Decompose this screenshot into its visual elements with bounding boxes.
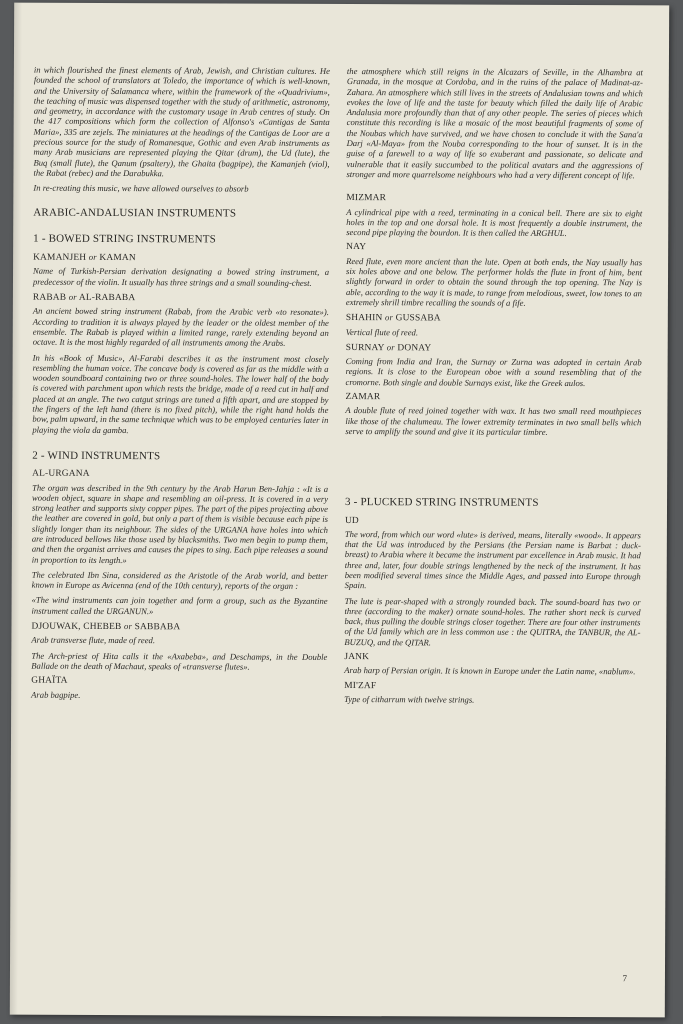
section-plucked-strings-title: 3 - PLUCKED STRING INSTRUMENTS <box>345 496 539 510</box>
alurgana-text-1: The organ was described in the 9th century by the Arab Harun Ben-Jahja : «It is a wooden object, square in shape and resembling an oil-press. It is covered in a very strong leather and supports sixty copper pipes. The part of the pipes projecting above the leather are covered in gold, but only a part of them is visible because each pipe is slightly longer than its neighbour. The sides of the URGANA have holes into which are introduced bellows like those used by blacksmiths. Two men begin to pump them, and then the organist arrives and causes the pipes to sing. Each pipe releases a sound in proportion to its length.» <box>31 482 329 565</box>
alurgana-text-3: «The wind instruments can join together and form a group, such as the Byzantine instrument called the URGANUN.» <box>31 595 328 616</box>
heading-ghaita: GHAÏTA <box>31 675 68 687</box>
heading-jank: JANK <box>344 652 370 663</box>
kamanjeh-text: Name of Turkish-Persian derivation designating a bowed string instrument, a predecessor of the violin. It usually has three strings and a small sounding-chest. <box>32 266 330 288</box>
surnay-text: Coming from India and Iran, the Surnay or Zurna was adopted in certain Arab regions. It is close to the European oboe with a sound resembling that of the cromorne. Both single and double Surnays exist, like the Greek aulos. <box>345 356 642 388</box>
heading-djouwak: DJOUWAK, CHEBEB or SABBABA <box>31 621 181 633</box>
heading-kamanjeh: KAMANJEH or KAMAN <box>33 252 136 264</box>
section-bowed-strings-title: 1 - BOWED STRING INSTRUMENTS <box>33 232 217 246</box>
ghaita-text: Arab bagpipe. <box>31 689 81 700</box>
column-gap <box>345 441 641 482</box>
heading-mizmar: MIZMAR <box>346 193 387 204</box>
shahin-text: Vertical flute of reed. <box>345 326 419 337</box>
left-column <box>31 65 330 706</box>
mizaf-text: Type of citharrum with twelve strings. <box>344 693 475 705</box>
nay-text: Reed flute, even more ancient than the lute. Open at both ends, the Nay usually has six holes above and one below. The performer holds the flute in front of him, bent slightly forward in order to obtain the sound through the top opening. The Nay is able, according to the way it is made, to range from melodious, sweet, low tones to an extremely shrill timbre recalling the sounds of a fife. <box>345 255 643 308</box>
rabab-text-1: An ancient bowed string instrument (Rabab, from the Arabic verb «to resonate»). According to tradition it is always played by the leader or the oldest member of the ensemble. The Rabab is played within a limited range, rarely extending beyond an octave. It is the most highly regarded of all instruments among the Arabs. <box>32 306 329 348</box>
alurgana-text-2: The celebrated Ibn Sina, considered as the Aristotle of the Arab world, and better known in Europe as Avicenna (end of the 10th century), reports of the organ : <box>31 569 328 591</box>
heading-mizaf: MI'ZAF <box>344 680 377 691</box>
ud-text-1: The word, from which our word «lute» is derived, means, literally «wood». It appears that the Ud was introduced by the Persians (the Persian name is Barbat : duck-breast) to Arabia where it became the instrument par excellence in Arab music. It had three and, later, four double strings lengthened by the neck of the instrument. It has been modified several times since the Middle Ages, and passed into Europe through Spain. <box>344 528 641 591</box>
page-number: 7 <box>622 973 627 984</box>
ud-text-2: The lute is pear-shaped with a strongly rounded back. The sound-board has two or three (according to the maker) ornate sound-holes. The rather short neck is curved back, thus pulling the double strings closer together. There are four other instruments of the Ud family which are in less common use : the QUITRA, the TANBUR, the AL-BUZUQ, and the QITAR. <box>344 595 641 648</box>
section-wind-title: 2 - WIND INSTRUMENTS <box>32 449 161 463</box>
zamar-text: A double flute of reed joined together with wax. It has two small reed mouthpieces like those of the chalumeau. The lower extremity terminates in two small bells which serve to amplify the sound and give it its particular timbre. <box>345 405 642 437</box>
heading-rabab: RABAB or AL-RABABA <box>32 291 136 304</box>
mizmar-text: A cylindrical pipe with a reed, terminating in a conical bell. There are six to eight holes in the top and one dorsal hole. It is most frequently a double instrument, the second pipe playing the bourdon. It is then called the ARGHUL. <box>346 206 643 239</box>
djouwak-text-1: Arab transverse flute, made of reed. <box>31 635 156 646</box>
intro-paragraph-end: In re-creating this music, we have allowed ourselves to absorb <box>33 182 249 194</box>
heading-nay: NAY <box>346 242 367 253</box>
binding-shadow <box>10 3 22 1015</box>
djouwak-text-2: The Arch-priest of Hita calls it the «Axabeba», and Deschamps, in the Double Ballade on the death of Machaut, speaks of «transverse flutes». <box>31 650 328 672</box>
right-column <box>344 66 643 711</box>
heading-alurgana: AL-URGANA <box>32 468 90 480</box>
main-title: ARABIC-ANDALUSIAN INSTRUMENTS <box>33 206 237 220</box>
heading-shahin: SHAHIN or GUSSABA <box>345 312 441 324</box>
heading-zamar: ZAMAR <box>345 392 381 403</box>
jank-text: Arab harp of Persian origin. It is known in Europe under the Latin name, «nablum». <box>344 665 636 677</box>
rabab-text-2: In his «Book of Music», Al-Farabi describes it as the instrument most closely resembling the human voice. The concave body is covered as far as the middle with a wooden soundboard containing two or three sound-holes. The lower half of the body is covered with parchment upon which rests the bridge, made of a reed cut in half and placed at an angle. The two catgut strings are tuned a fifth apart, and are stopped by the fingers of the left hand (there is no fixed pitch), while the right hand holds the bow, palm upward, in the same technique which was to be employed centuries later in playing the viola da gamba. <box>32 352 329 435</box>
right-intro-paragraph: the atmosphere which still reigns in the Alcazars of Seville, in the Alhambra at Granada, in the mosque at Cordoba, and in the ruins of the palace of Madinat-az-Zahara. An atmosphere which still lives in the streets of Andalusian towns and which evokes the love of life and the taste for beauty which filled the daily life of Arabic Andalusia more profoundly than that of any other people. The series of pieces which constitute this recording is like a mosaic of the most beautiful fragments of some of the Noubas which have survived, and we have chosen to conclude it with the Sana'a Darj «Al-Maya» from the Nouba corresponding to the hour of sunset. It is in the guise of a farewell to a way of life so exuberant and passionate, so delicate and vulnerable that it easily succumbed to the political avatars and the aggressions of stronger and more quarrelsome neighbours who had a very different concept of life. <box>346 66 643 181</box>
booklet-page <box>10 3 669 1018</box>
heading-ud: UD <box>344 515 359 526</box>
heading-surnay: SURNAY or DONAY <box>345 342 432 354</box>
intro-paragraph: in which flourished the finest elements of Arab, Jewish, and Christian cultures. He founded the school of translators at Toledo, the importance of which is well-known, and the University of Salamanca where, within the framework of the «Quadrivium», the teaching of music was dispensed together with the study of arithmetic, astronomy, and geometry, in accordance with the customary usage in Arab centres of study. On the 417 compositions which form the collection of Alfonso's «Cantigas de Santa Maria», 335 are zejels. The miniatures at the headings of the Cantigas de Loor are a precious source for the study of Romanesque, Gothic and even Arab instruments as many Arab musicians are represented playing the Qitar (drum), the Ud (lute), the Buq (small flute), the Qanum (psaltery), the Ghaita (bagpipe), the Kamanjeh (viol), the Rabat (rebec) and the Darabukka. <box>33 64 330 179</box>
